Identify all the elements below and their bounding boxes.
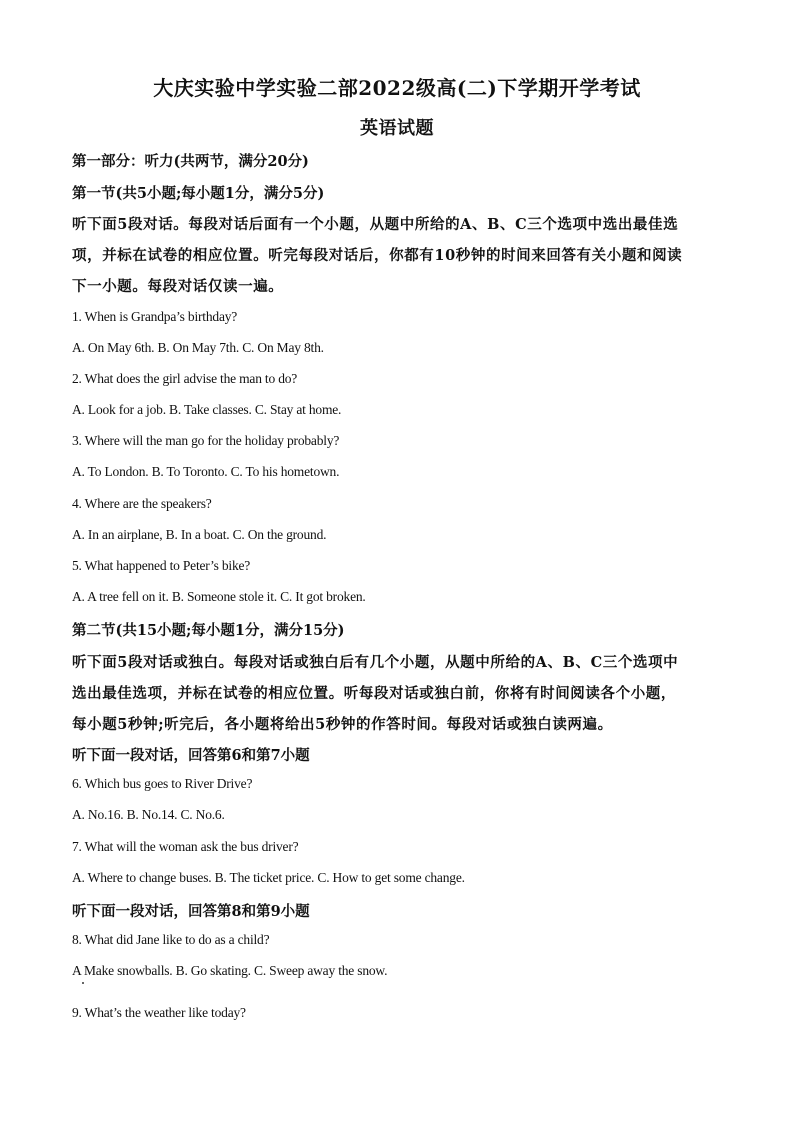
question-4-options: A. In an airplane, B. In a boat. C. On the ground. xyxy=(72,527,327,542)
instruction-line: 听下面5段对话。每段对话后面有一个小题，从题中所给的A、B、C三个选项中选出最佳选 xyxy=(72,216,679,233)
dialogue-heading-6-7: 听下面一段对话，回答第6和第7小题 xyxy=(72,747,310,764)
dialogue-heading-8-9: 听下面一段对话，回答第8和第9小题 xyxy=(72,903,310,920)
section-heading-part1: 第一部分：听力(共两节，满分20分) xyxy=(72,153,309,170)
question-7: 7. What will the woman ask the bus driver? xyxy=(72,839,299,854)
question-2: 2. What does the girl advise the man to do? xyxy=(72,371,298,386)
question-9: 9. What’s the weather like today? xyxy=(72,1005,246,1020)
question-1-options: A. On May 6th. B. On May 7th. C. On May 8th. xyxy=(72,340,324,355)
instruction-line: 下一小题。每段对话仅读一遍。 xyxy=(72,278,284,295)
question-3-options: A. To London. B. To Toronto. C. To his hometown. xyxy=(72,464,340,479)
question-1: 1. When is Grandpa’s birthday? xyxy=(72,309,238,324)
question-6-options: A. No.16. B. No.14. C. No.6. xyxy=(72,807,225,822)
stray-mark xyxy=(82,982,84,984)
question-3: 3. Where will the man go for the holiday probably? xyxy=(72,433,340,448)
page-title: 大庆实验中学实验二部2022级高(二)下学期开学考试 xyxy=(153,76,641,100)
section-heading-1: 第一节(共5小题;每小题1分，满分5分) xyxy=(72,185,325,202)
question-8-options: A Make snowballs. B. Go skating. C. Sweep away the snow. xyxy=(72,963,388,978)
question-7-options: A. Where to change buses. B. The ticket price. C. How to get some change. xyxy=(72,870,465,885)
instruction-line: 每小题5秒钟;听完后，各小题将给出5秒钟的作答时间。每段对话或独白读两遍。 xyxy=(72,716,613,733)
section-heading-2: 第二节(共15小题;每小题1分，满分15分) xyxy=(72,622,345,639)
instruction-line: 选出最佳选项，并标在试卷的相应位置。听每段对话或独白前，你将有时间阅读各个小题， xyxy=(72,685,676,702)
instruction-line: 项，并标在试卷的相应位置。听完每段对话后，你都有10秒钟的时间来回答有关小题和阅读 xyxy=(72,247,683,264)
question-5-options: A. A tree fell on it. B. Someone stole it. C. It got broken. xyxy=(72,589,366,604)
question-8: 8. What did Jane like to do as a child? xyxy=(72,932,270,947)
question-2-options: A. Look for a job. B. Take classes. C. Stay at home. xyxy=(72,402,342,417)
instruction-line: 听下面5段对话或独白。每段对话或独白后有几个小题，从题中所给的A、B、C三个选项中 xyxy=(72,654,679,671)
question-5: 5. What happened to Peter’s bike? xyxy=(72,558,251,573)
question-4: 4. Where are the speakers? xyxy=(72,496,212,511)
question-6: 6. Which bus goes to River Drive? xyxy=(72,776,253,791)
page-subtitle: 英语试题 xyxy=(360,118,434,139)
